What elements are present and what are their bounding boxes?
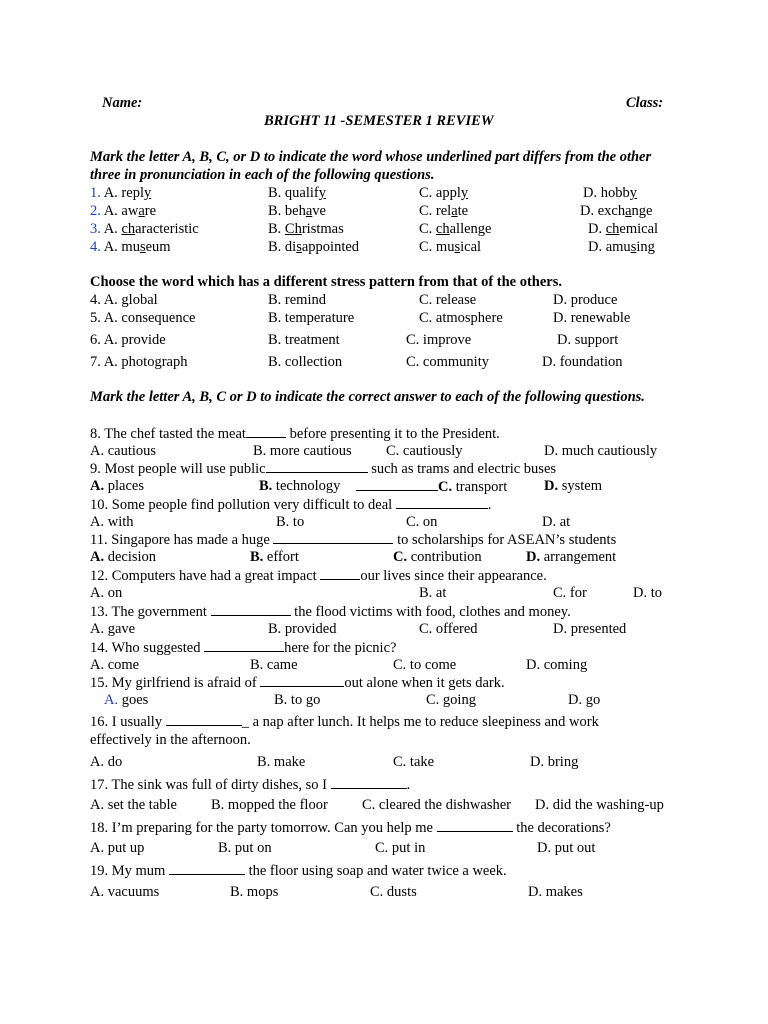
option-d: D. system (544, 478, 603, 494)
question-stem: 10. Some people find pollution very difficult to deal . (90, 497, 492, 513)
answer-blank (260, 673, 344, 687)
option-d: D. to (633, 585, 662, 601)
section1-instruction-line1: Mark the letter A, B, C, or D to indicate the word whose underlined part differs from the other (90, 149, 652, 165)
option-a: A. gave (90, 621, 136, 637)
option-d: D. chemical (588, 221, 659, 237)
option-c: C. offered (419, 621, 478, 637)
option-d: D. much cautiously (544, 443, 658, 459)
option-a: A. with (90, 514, 134, 530)
answer-blank (331, 775, 407, 789)
option-d: D. bring (530, 754, 579, 770)
option-a: A. places (90, 478, 144, 494)
option-b: B. effort (250, 549, 299, 565)
option-c: C. community (406, 354, 489, 370)
option-a: A. do (90, 754, 123, 770)
option-b: B. provided (268, 621, 337, 637)
question-number: 3. (90, 221, 101, 237)
option-b: B. mopped the floor (211, 797, 328, 813)
question-row (90, 202, 156, 220)
question-stem: 12. Computers have had a great impact our lives since their appearance. (90, 568, 547, 584)
document-title: BRIGHT 11 -SEMESTER 1 REVIEW (264, 113, 494, 129)
question-stem: 18. I’m preparing for the party tomorrow. Can you help me the decorations? (90, 820, 611, 836)
option-d: D. go (568, 692, 601, 708)
option-a: 4. A. global (90, 292, 158, 308)
option-d: D. produce (553, 292, 618, 308)
option-b: B. treatment (268, 332, 340, 348)
option-b: B. technology (259, 478, 341, 494)
option-c: C. for (553, 585, 587, 601)
option-c: C. cleared the dishwasher (362, 797, 511, 813)
option-d: D. did the washing-up (535, 797, 664, 813)
answer-blank (204, 638, 284, 652)
option-a: A. set the table (90, 797, 177, 813)
option-d: D. presented (553, 621, 627, 637)
answer-blank (211, 602, 291, 616)
question-number: 4. (90, 239, 101, 255)
question-row (90, 184, 151, 202)
option-b: B. came (250, 657, 298, 673)
section1-instruction-line2: three in pronunciation in each of the following questions. (90, 167, 435, 183)
option-a: 7. A. photograph (90, 354, 188, 370)
option-c: C. release (419, 292, 477, 308)
question-stem: 9. Most people will use public such as trams and electric buses (90, 461, 557, 477)
question-stem: 13. The government the flood victims with food, clothes and money. (90, 604, 571, 620)
answer-blank (246, 424, 286, 438)
question-stem: 11. Singapore has made a huge to scholarships for ASEAN’s students (90, 532, 617, 548)
section3-instruction: Mark the letter A, B, C or D to indicate the correct answer to each of the following questions. (90, 389, 645, 405)
option-c: C. relate (419, 203, 469, 219)
option-b: B. temperature (268, 310, 355, 326)
question-number: 2. (90, 203, 101, 219)
option-c: C. on (406, 514, 438, 530)
option-b: B. to (276, 514, 305, 530)
option-a: A. come (90, 657, 140, 673)
option-d: D. makes (528, 884, 583, 900)
option-c: C. musical (419, 239, 482, 255)
option-b: B. qualify (268, 185, 326, 201)
option-a: 6. A. provide (90, 332, 166, 348)
option-d: D. amusing (588, 239, 655, 255)
option-b: B. behave (268, 203, 326, 219)
question-stem: 17. The sink was full of dirty dishes, so I . (90, 777, 411, 793)
answer-blank (320, 566, 360, 580)
question-number: 1. (90, 185, 101, 201)
option-a: A. vacuums (90, 884, 160, 900)
option-d: D. renewable (553, 310, 631, 326)
option-b: B. make (257, 754, 306, 770)
option-b: B. more cautious (253, 443, 352, 459)
option-c: C. apply (419, 185, 469, 201)
option-b: B. put on (218, 840, 272, 856)
option-a: A. put up (90, 840, 145, 856)
option-a: A. aware (103, 203, 157, 219)
answer-blank (396, 495, 488, 509)
question-stem: 8. The chef tasted the meat before presenting it to the President. (90, 426, 500, 442)
option-a: 5. A. consequence (90, 310, 196, 326)
option-c: C. dusts (370, 884, 417, 900)
option-c: C. going (426, 692, 476, 708)
option-a: A. goes (104, 692, 149, 708)
option-a: A. characteristic (103, 221, 199, 237)
option-d: D. put out (537, 840, 596, 856)
answer-blank (166, 712, 242, 726)
option-d: D. exchange (580, 203, 653, 219)
answer-blank (169, 861, 245, 875)
option-a: A. cautious (90, 443, 157, 459)
answer-blank (273, 530, 393, 544)
answer-blank (266, 459, 368, 473)
option-d: D. at (542, 514, 571, 530)
option-b: B. Christmas (268, 221, 344, 237)
option-c: C. atmosphere (419, 310, 503, 326)
option-c: C. challenge (419, 221, 492, 237)
option-b: B. at (419, 585, 447, 601)
option-d: D. foundation (542, 354, 623, 370)
question-row (90, 220, 199, 238)
class-label: Class: (626, 95, 664, 111)
answer-blank (356, 477, 438, 491)
option-b: B. remind (268, 292, 326, 308)
answer-blank (437, 818, 513, 832)
question-stem-continued: effectively in the afternoon. (90, 732, 251, 748)
question-stem: 15. My girlfriend is afraid of out alone when it gets dark. (90, 675, 505, 691)
section2-instruction: Choose the word which has a different stress pattern from that of the others. (90, 274, 563, 290)
option-a: A. reply (103, 185, 152, 201)
option-d: D. arrangement (526, 549, 617, 565)
question-row (90, 238, 171, 256)
option-d: D. support (557, 332, 619, 348)
name-label: Name: (102, 95, 143, 111)
question-stem: 14. Who suggested here for the picnic? (90, 640, 397, 656)
option-d: D. coming (526, 657, 588, 673)
option-a: A. decision (90, 549, 157, 565)
option-c: C. transport (356, 477, 507, 496)
option-c: C. to come (393, 657, 457, 673)
question-stem: 19. My mum the floor using soap and water twice a week. (90, 863, 507, 879)
option-c: C. contribution (393, 549, 482, 565)
option-c: C. take (393, 754, 435, 770)
option-c: C. put in (375, 840, 426, 856)
option-c: C. improve (406, 332, 472, 348)
option-a: A. on (90, 585, 123, 601)
option-a: A. museum (103, 239, 171, 255)
option-b: B. mops (230, 884, 279, 900)
option-b: B. to go (274, 692, 321, 708)
question-stem: 16. I usually _ a nap after lunch. It helps me to reduce sleepiness and work (90, 714, 599, 730)
option-b: B. disappointed (268, 239, 360, 255)
option-b: B. collection (268, 354, 343, 370)
option-d: D. hobby (583, 185, 637, 201)
option-c: C. cautiously (386, 443, 463, 459)
